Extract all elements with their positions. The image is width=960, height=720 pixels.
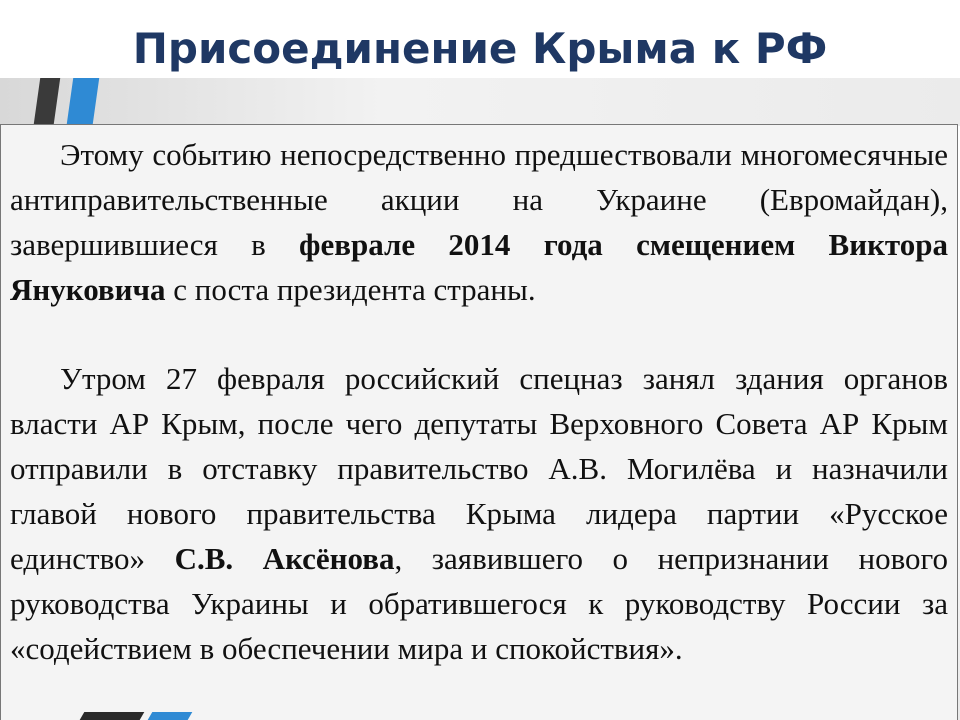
- paragraph-1-text-start: Этому событию непосредственно предшествовали многомесячные антиправительственные акции на Украине (Евромайдан), завершившиеся в: [10, 137, 948, 262]
- paragraph-2-text-end: , заявившего о непризнании нового руководства Украины и обратившегося к руководству России за «содействием в обеспечении мира и спокойствия».: [10, 541, 948, 666]
- paragraph-2-bold-text: С.В. Аксёнова: [174, 541, 395, 576]
- bottom-decoration-blue: [148, 712, 193, 720]
- paragraph-1-bold-text: феврале 2014 года смещением Виктора Януковича: [10, 227, 948, 307]
- slide-title: Присоединение Крыма к РФ: [132, 24, 828, 73]
- paragraph-2-text-start: Утром 27 февраля российский спецназ занял здания органов власти АР Крым, после чего депутаты Верховного Совета АР Крым отправили в отставку правительство А.В. Могилёва и назначили главой нового правительства Крыма лидера партии «Русское единство»: [10, 361, 948, 576]
- title-divider-band: [0, 78, 960, 126]
- paragraph-1: [10, 132, 948, 312]
- paragraph-1-text-end: с поста президента страны.: [165, 272, 536, 307]
- bottom-decoration-dark: [80, 712, 145, 720]
- paragraph-2: [10, 356, 948, 671]
